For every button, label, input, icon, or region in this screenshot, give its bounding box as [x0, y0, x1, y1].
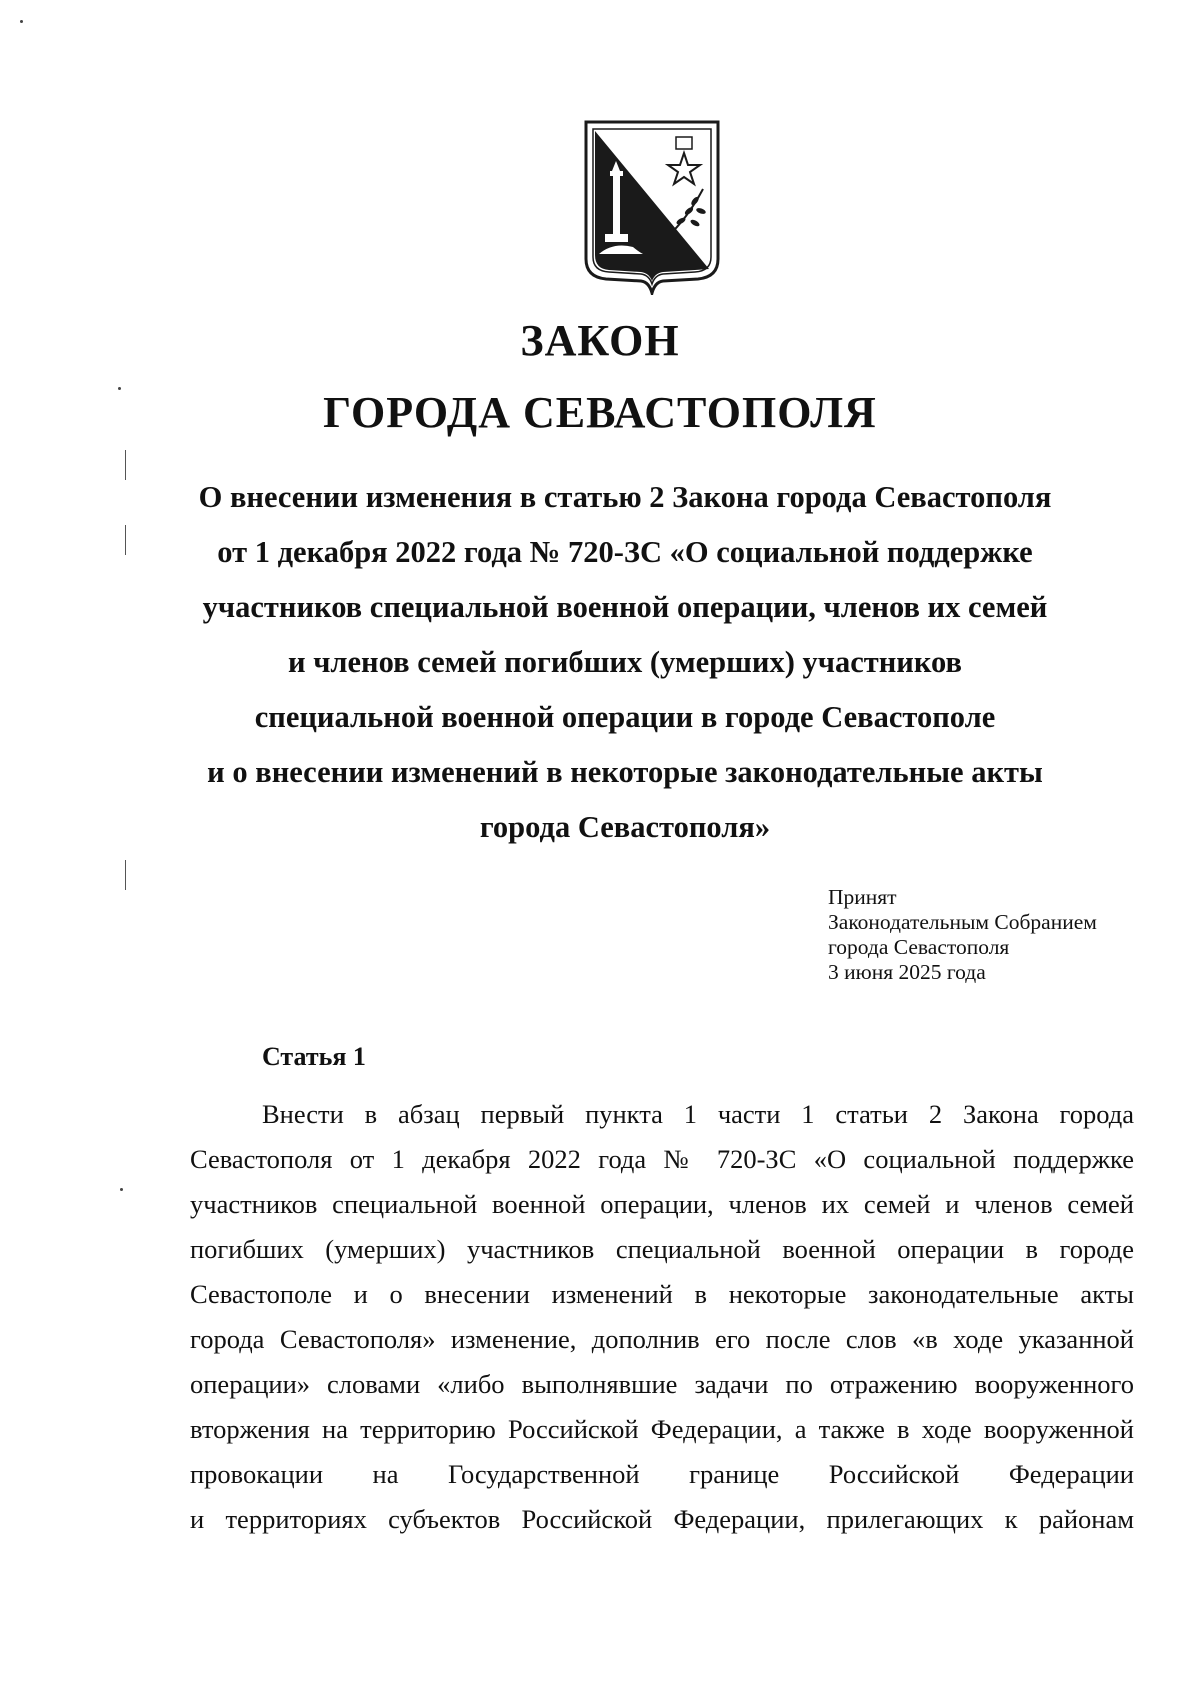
- subject-line: специальной военной операции в городе Севастополе: [254, 700, 996, 734]
- subject-line: и членов семей погибших (умерших) участников: [288, 645, 962, 679]
- body-line: города Севастополя» изменение, дополнив его после слов «в ходе указанной: [190, 1324, 1134, 1354]
- subject-line: от 1 декабря 2022 года № 720-ЗС «О социальной поддержке: [217, 535, 1033, 569]
- subject-line: участников специальной военной операции, членов их семей: [202, 590, 1048, 624]
- document-title: ЗАКОН: [520, 316, 680, 365]
- scan-speck: [20, 20, 23, 23]
- adoption-line: Законодательным Собранием: [828, 910, 1097, 934]
- body-line: Севастополя от 1 декабря 2022 года № 720-ЗС «О социальной поддержке: [190, 1144, 1134, 1174]
- body-line: Севастополе и о внесении изменений в некоторые законодательные акты: [190, 1279, 1134, 1309]
- scan-artifact: [125, 860, 126, 890]
- body-line: участников специальной военной операции, членов их семей и членов семей: [190, 1189, 1134, 1219]
- document-issuer: ГОРОДА СЕВАСТОПОЛЯ: [323, 388, 877, 437]
- adoption-block: [828, 885, 1097, 985]
- adoption-line: Принят: [828, 885, 897, 909]
- adoption-date: 3 июня 2025 года: [828, 960, 986, 984]
- adoption-line: города Севастополя: [828, 935, 1010, 959]
- law-subject: [150, 470, 1100, 855]
- body-line: провокации на Государственной границе Российской Федерации: [190, 1459, 1134, 1489]
- body-line: операции» словами «либо выполнявшие задачи по отражению вооруженного: [190, 1369, 1134, 1399]
- body-line: и территориях субъектов Российской Федерации, прилегающих к районам: [190, 1504, 1134, 1534]
- sevastopol-coat-of-arms-icon: [583, 119, 721, 295]
- scan-speck: [120, 1188, 123, 1191]
- body-line: Внести в абзац первый пункта 1 части 1 статьи 2 Закона города: [262, 1099, 1134, 1129]
- subject-line: и о внесении изменений в некоторые законодательные акты: [207, 755, 1043, 789]
- body-line: погибших (умерших) участников специальной военной операции в городе: [190, 1234, 1134, 1264]
- article-body: [190, 1092, 1134, 1542]
- scan-artifact: [125, 525, 126, 555]
- article-heading: Статья 1: [262, 1042, 366, 1071]
- subject-line: О внесении изменения в статью 2 Закона города Севастополя: [198, 480, 1052, 514]
- body-line: вторжения на территорию Российской Федерации, а также в ходе вооруженной: [190, 1414, 1134, 1444]
- scan-artifact: [125, 450, 126, 480]
- subject-line: города Севастополя»: [479, 810, 771, 844]
